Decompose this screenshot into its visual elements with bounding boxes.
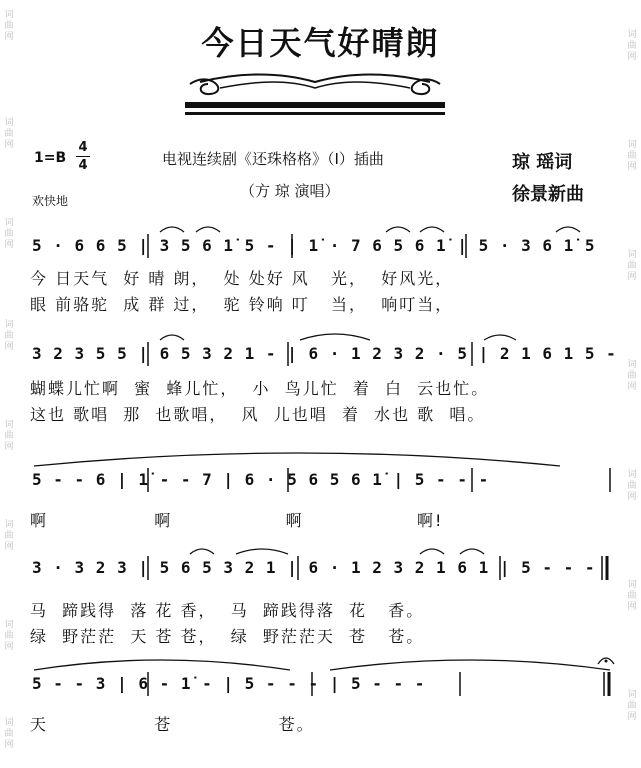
watermark-left-6: 词曲网 xyxy=(4,520,14,552)
notation-line: 3 2 3 5 5 | 6 5 3 2 1 - | 6 · 1 2 3 2 · 5 | 2 1 6 1 5 - xyxy=(32,344,617,363)
tie xyxy=(34,453,560,466)
watermark-left-7: 词曲网 xyxy=(4,620,14,652)
slur xyxy=(160,335,184,340)
slur xyxy=(386,227,410,232)
slur xyxy=(236,549,288,554)
lyric-verse-1: 今 日天气 好 晴 朗， 处 处好 风 光， 好风光， xyxy=(30,269,454,288)
watermark-left-1: 词曲网 xyxy=(4,10,14,42)
tie xyxy=(34,660,290,670)
watermark-right-6: 词曲网 xyxy=(627,580,637,612)
watermark-right-4: 词曲网 xyxy=(627,360,637,392)
lyricist: 琼 瑶词 xyxy=(512,152,573,173)
watermark-left-5: 词曲网 xyxy=(4,420,14,452)
watermark-left-8: 词曲网 xyxy=(4,718,14,750)
notation-line: 5 - - 6 | 1̇ - - 7 | 6 · 5 6 5 6 1̇ | 5 - - - xyxy=(32,470,490,489)
slur xyxy=(420,549,444,554)
slur xyxy=(556,227,580,232)
notation-line: 3 · 3 2 3 | 5 6 5 3 2 1 | 6 · 1 2 3 2 1 6 1 | 5 - - - xyxy=(32,558,596,577)
slur xyxy=(460,549,484,554)
watermark-right-3: 词曲网 xyxy=(627,250,637,282)
singers: （方 琼 演唱） xyxy=(240,182,340,200)
song-title: 今日天气好晴朗 xyxy=(201,24,440,62)
time-sig-bottom: 4 xyxy=(78,158,88,173)
tempo-marking: 欢快地 xyxy=(32,194,69,208)
watermark-right-2: 词曲网 xyxy=(627,140,637,172)
lyric-verse-1: 马 蹄践得 落 花 香， 马 蹄践得落 花 香。 xyxy=(30,601,425,620)
watermark-right-7: 词曲网 xyxy=(627,690,637,722)
watermark-right-1: 词曲网 xyxy=(627,30,637,62)
lyric-line: 啊 啊 啊 啊! xyxy=(30,511,444,530)
lyric-verse-2: 绿 野茫茫 天 苍 苍， 绿 野茫茫天 苍 苍。 xyxy=(30,627,425,646)
slur xyxy=(160,227,184,232)
tie xyxy=(330,660,610,670)
lyric-verse-2: 这也 歌唱 那 也歌唱， 风 儿也唱 着 水也 歌 唱。 xyxy=(30,405,486,424)
notation-line: 5 · 6 6 5 | 3 5 6 1̇ 5 - | 1̇ · 7 6 5 6 1̇ | 5 · 3 6 1̇ 5 xyxy=(32,236,596,255)
watermark-right-5: 词曲网 xyxy=(627,470,637,502)
song-source: 电视连续剧《还珠格格》（Ⅰ）插曲 xyxy=(162,150,384,168)
slur xyxy=(300,334,370,340)
watermark-left-3: 词曲网 xyxy=(4,218,14,250)
slur xyxy=(420,227,444,232)
notation-line: 5 - - 3 | 6 - 1̇ - | 5 - - - | 5 - - - xyxy=(32,674,426,693)
composer: 徐景新曲 xyxy=(512,184,584,205)
lyric-verse-1: 蝴蝶儿忙啊 蜜 蜂儿忙， 小 鸟儿忙 着 白 云也忙。 xyxy=(30,379,490,398)
time-sig-top: 4 xyxy=(78,140,88,155)
lyric-line: 天 苍 苍。 xyxy=(30,715,315,734)
watermark-left-4: 词曲网 xyxy=(4,320,14,352)
watermark-left-2: 词曲网 xyxy=(4,118,14,150)
key-signature: 1=B xyxy=(34,150,67,166)
slur xyxy=(190,549,214,554)
lyric-verse-2: 眼 前骆驼 成 群 过， 驼 铃响 叮 当， 响叮当， xyxy=(30,295,454,314)
slur xyxy=(484,335,516,340)
slur xyxy=(196,227,220,232)
